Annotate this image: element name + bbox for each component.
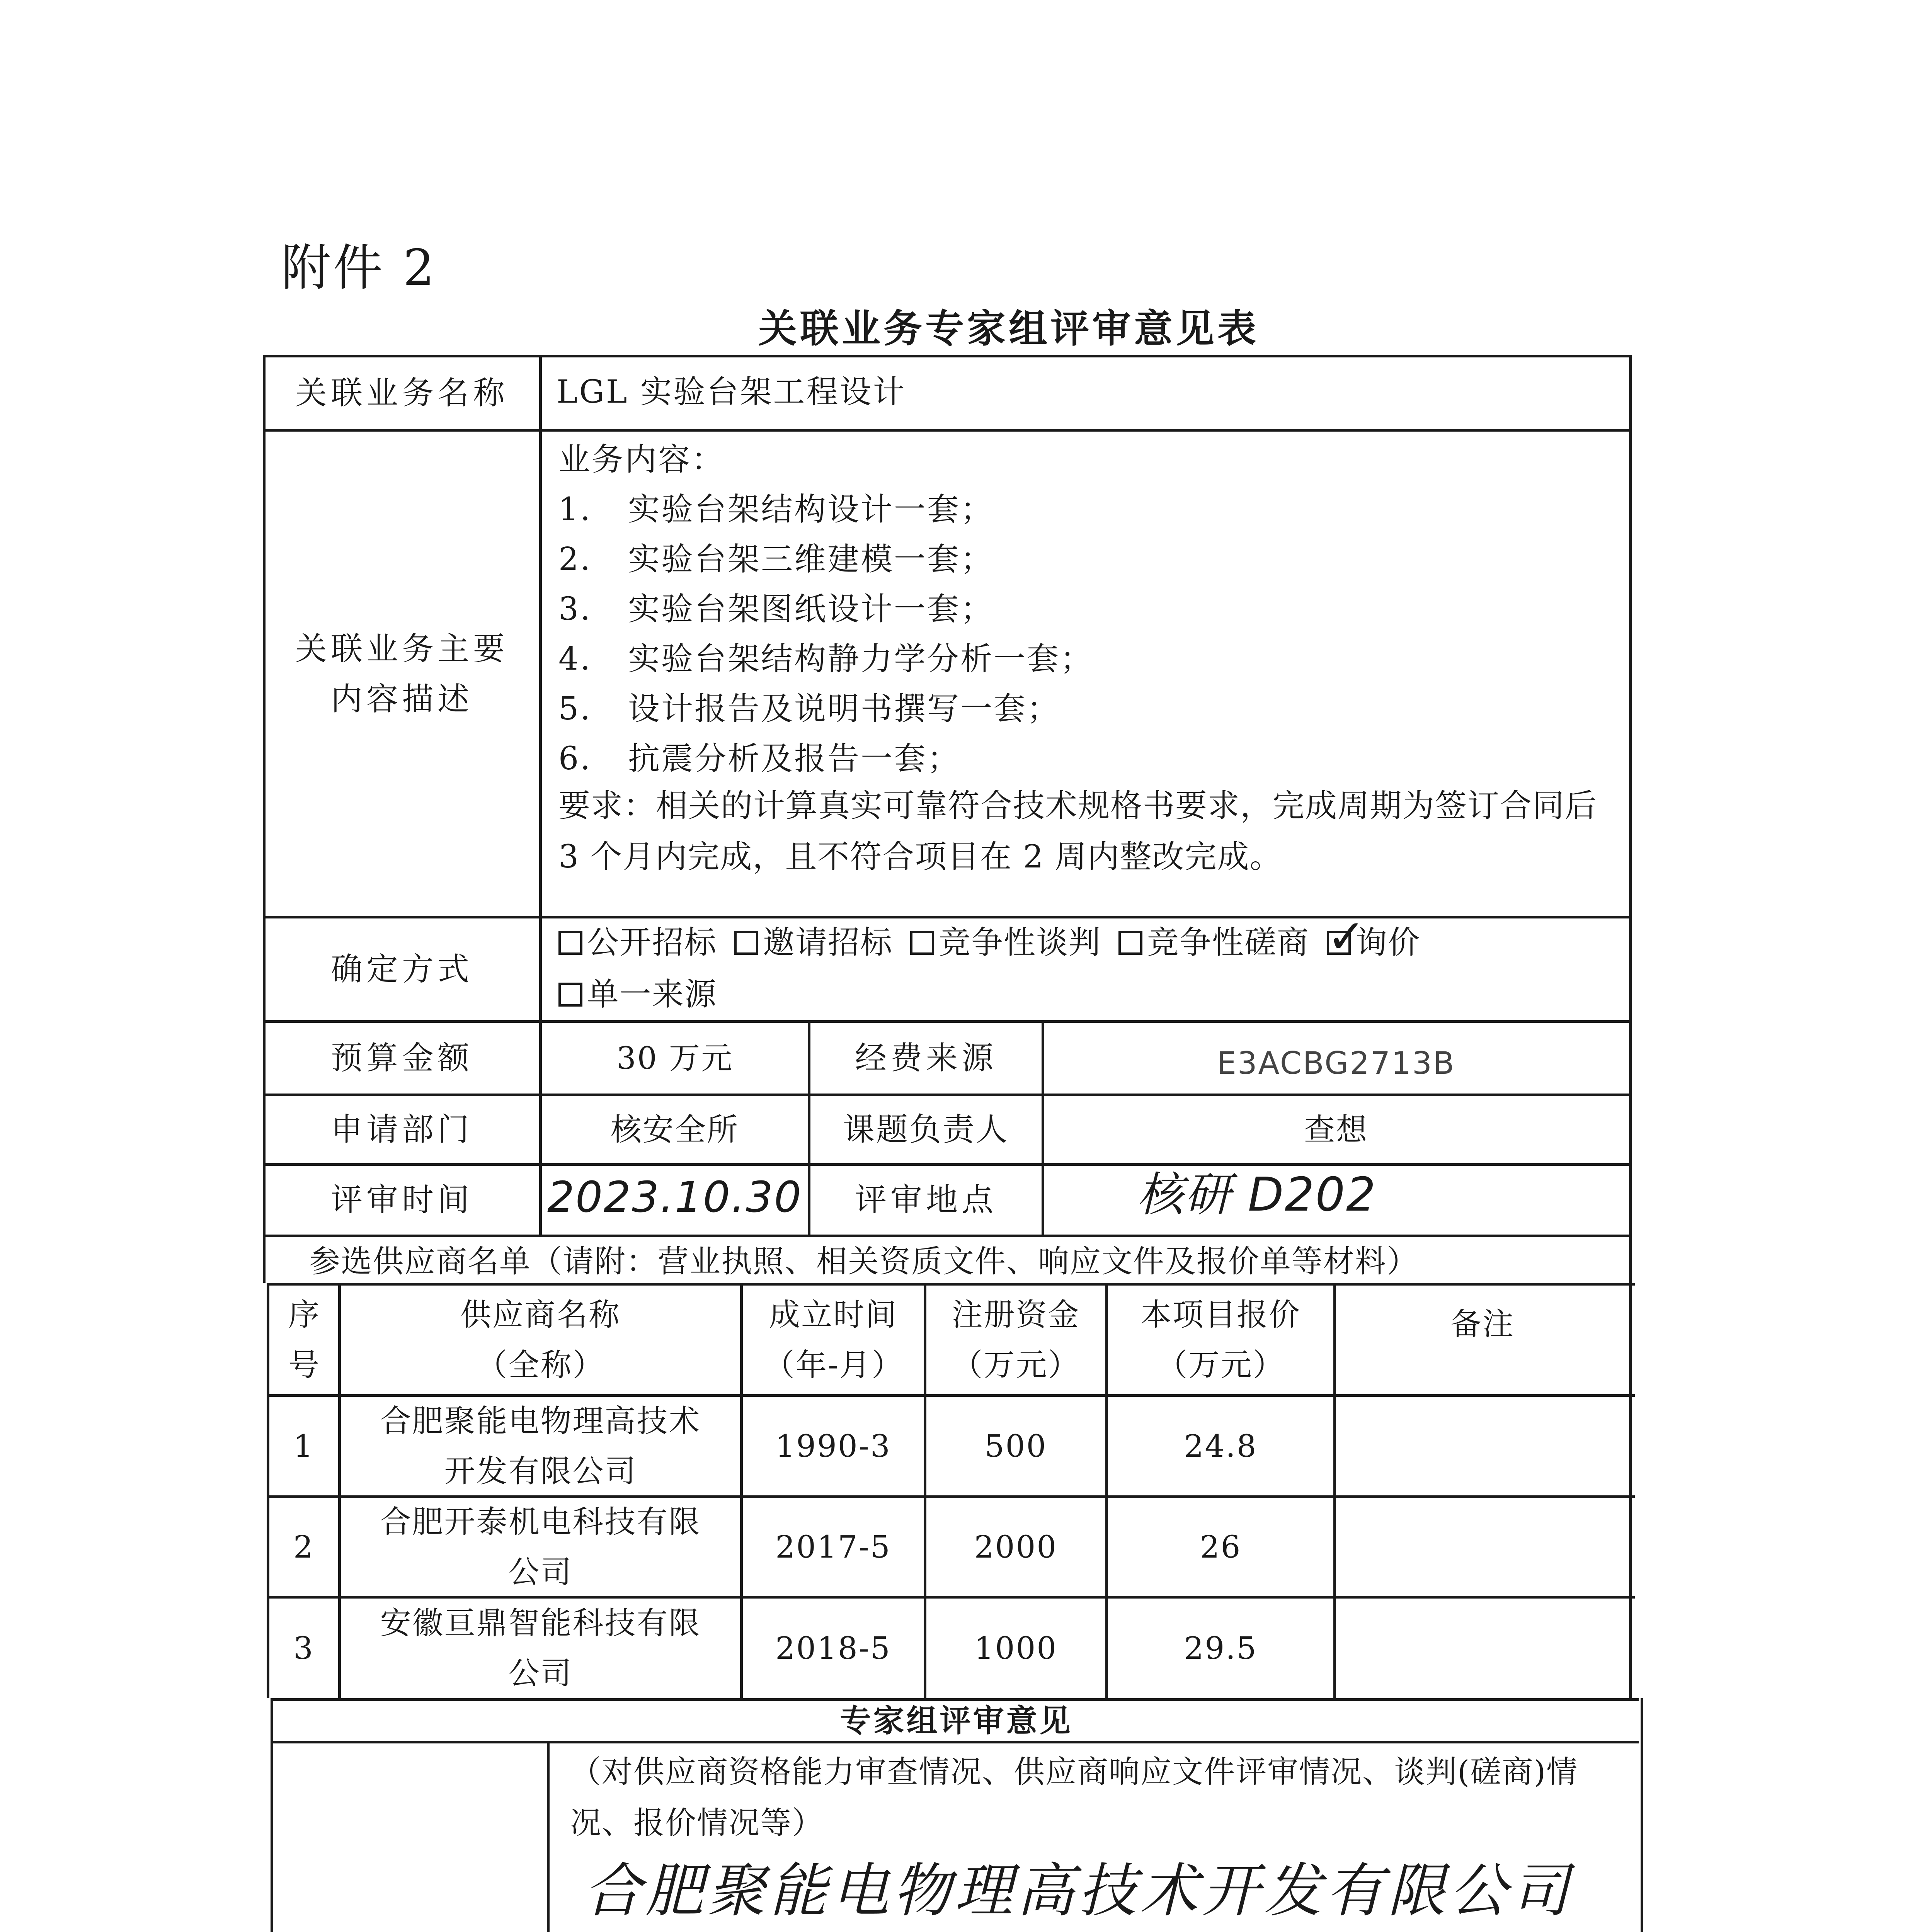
business-name-label: 关联业务名称: [295, 374, 509, 412]
header-supplier-name: 供应商名称（全称）: [460, 1296, 621, 1383]
content-item: 6. 抗震分析及报告一套；: [558, 740, 961, 777]
row-supplier-name: 合肥聚能电物理高技术开发有限公司: [380, 1403, 701, 1489]
content-item: 1. 实验台架结构设计一套；: [558, 491, 994, 528]
row-capital: 500: [984, 1428, 1047, 1464]
business-content-label-text: 关联业务主要内容描述: [295, 631, 509, 718]
row-quote: 26: [1200, 1529, 1242, 1565]
row-remark: [1336, 1397, 1629, 1495]
review-place-label: 评审地点: [855, 1182, 997, 1218]
row-quote: 29.5: [1184, 1630, 1258, 1666]
method-option-single-source[interactable]: 单一来源: [558, 969, 717, 1020]
content-item: 2. 实验台架三维建模一套；: [558, 541, 994, 578]
header-founded: 成立时间（年-月）: [764, 1296, 904, 1383]
review-time-value: 2023.10.30: [547, 1172, 802, 1222]
review-note: （对供应商资格能力审查情况、供应商响应文件评审情况、谈判(磋商)情况、报价情况等）: [570, 1754, 1578, 1841]
row-founded: 2018-5: [775, 1630, 891, 1666]
business-name-value: LGL 实验台架工程设计: [557, 374, 906, 410]
expert-opinion-title: 专家组评审意见: [840, 1702, 1073, 1739]
checked-checkbox-icon[interactable]: [1327, 931, 1351, 955]
row-quote: 24.8: [1184, 1428, 1258, 1464]
checkbox-icon[interactable]: [558, 983, 582, 1007]
row-no: 1: [293, 1428, 314, 1464]
fund-source-value: E3ACBG2713B: [1217, 1045, 1455, 1081]
business-content-list: [558, 435, 1625, 784]
form-title: 关联业务专家组评审意见表: [758, 306, 1259, 351]
review-place-value: 核研 D202: [1137, 1168, 1377, 1222]
department-label: 申请部门: [330, 1111, 473, 1148]
budget-value: 30 万元: [616, 1040, 734, 1076]
checkbox-icon[interactable]: [1118, 931, 1142, 955]
budget-label: 预算金额: [330, 1039, 473, 1077]
business-content-label: [267, 433, 537, 916]
method-option-inquiry[interactable]: ✓ 询价: [1327, 918, 1420, 968]
row-no: 2: [293, 1529, 314, 1565]
row-remark: [1336, 1498, 1629, 1596]
checkbox-icon[interactable]: [558, 931, 582, 955]
checkbox-icon[interactable]: [910, 931, 934, 955]
content-heading: 业务内容：: [558, 441, 725, 478]
review-handwritten-text: 合肥聚能电物理高技术开发有限公司: [584, 1857, 1573, 1925]
checkbox-icon[interactable]: [734, 931, 758, 955]
method-label: 确定方式: [330, 951, 473, 988]
row-founded: 2017-5: [775, 1529, 891, 1565]
fund-source-label: 经费来源: [855, 1039, 997, 1077]
content-item: 5. 设计报告及说明书撰写一套；: [558, 690, 1060, 727]
method-options: [558, 918, 1625, 1021]
department-value: 核安全所: [611, 1111, 739, 1148]
review-record-label: [273, 1743, 547, 1932]
business-requirement: 要求：相关的计算真实可靠符合技术规格书要求，完成周期为签订合同后 3 个月内完成，且不符合项目在 2 周内整改完成。: [558, 787, 1598, 875]
method-option-negotiation[interactable]: 竞争性谈判: [910, 918, 1101, 968]
row-supplier-name: 安徽亘鼎智能科技有限公司: [380, 1605, 701, 1691]
method-option-public[interactable]: 公开招标: [558, 918, 717, 968]
supplier-section-title: 参选供应商名单（请附：营业执照、相关资质文件、响应文件及报价单等材料）: [309, 1243, 1418, 1279]
content-item: 4. 实验台架结构静力学分析一套；: [558, 641, 1094, 677]
content-item: 3. 实验台架图纸设计一套；: [558, 591, 994, 628]
row-founded: 1990-3: [775, 1428, 891, 1464]
project-leader-value: 查想: [1304, 1111, 1368, 1148]
row-supplier-name: 合肥开泰机电科技有限公司: [380, 1503, 701, 1590]
project-leader-label: 课题负责人: [843, 1111, 1009, 1148]
row-capital: 1000: [974, 1630, 1058, 1666]
header-remark: 备注: [1450, 1306, 1515, 1342]
review-time-label: 评审时间: [330, 1182, 473, 1218]
header-no: 序号: [288, 1296, 320, 1383]
method-option-consultation[interactable]: 竞争性磋商: [1118, 918, 1309, 968]
method-option-invite[interactable]: 邀请招标: [734, 918, 893, 968]
header-capital: 注册资金（万元）: [952, 1296, 1080, 1383]
header-quote: 本项目报价（万元）: [1140, 1296, 1301, 1383]
row-capital: 2000: [974, 1529, 1058, 1565]
row-remark: [1336, 1599, 1629, 1698]
row-no: 3: [293, 1630, 314, 1666]
attachment-label: 附件 2: [281, 239, 437, 297]
